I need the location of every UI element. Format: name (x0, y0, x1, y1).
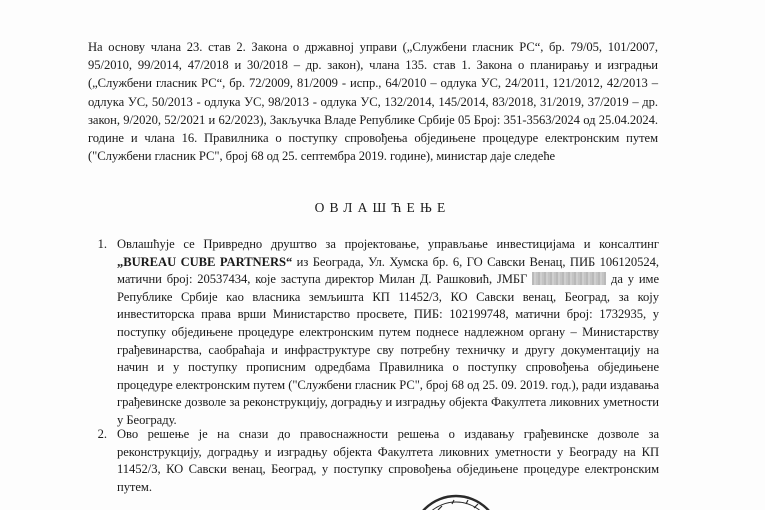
authorization-item-2 (97, 426, 659, 496)
legal-basis-paragraph: На основу члана 23. став 2. Закона о државној управи („Службени гласник РС“, бр. 79/05, 101/2007, 95/2010, 99/2014, 47/2018 и 30/2018 – др. закон), члана 135. став 1. Закона о планирању и изградњи („Службени гласник РС“, бр. 72/2009, 81/2009 - испр., 64/2010 – одлука УС, 24/2011, 121/2012, 42/2013 – одлука УС, 50/2013 - одлука УС, 98/2013 - одлука УС, 132/2014, 145/2014, 83/2018, 31/2019, 37/2019 – др. закон, 9/2020, 52/2021 и 62/2023), Закључка Владе Републике Србије 05 Број: 351-3563/2024 од 25.04.2024. године и члана 16. Правилника о поступку спровођења обједињене процедуре електронским путем ("Службени гласник РС", број 68 од 25. септембра 2019. године), министар даје следеће (88, 40, 658, 164)
redacted-id-number (532, 272, 606, 285)
item-number: 2. (97, 427, 107, 441)
authorization-item-1 (97, 236, 659, 430)
item-number: 1. (97, 237, 107, 251)
official-seal-icon (408, 492, 504, 510)
item-1-text-middle: из Београда, Ул. Хумска бр. 6, ГО Савски Венац, ПИБ 106120524, матични број: 20537434, које заступа директор Милан Д. Рашковић, ЈМБГ (117, 254, 659, 287)
item-2-text: Ово решење је на снази до правоснажности решења о издавању грађевинске дозволе за реконструкцију, доградњу и изградњу објекта Факултета ликовних уметности у Београду на КП 11452/3, КО Савски венац, Београд, у поступку спровођења обједињене процедуре електронским путем. (117, 427, 659, 494)
company-name: „BUREAU CUBE PARTNERS“ (117, 254, 293, 269)
document-title: ОВЛАШЋЕЊЕ (314, 200, 451, 215)
item-1-text-end: да у име Републике Србије као власника земљишта КП 11452/3, КО Савски венац, Београд, за коју инвеститорска права врши Министарство просвете, ПИБ: 102199748, матични број: 1732935, у поступку обједињене процедуре електронским путем поднесе надлежном органу – Министарству грађевинарства, саобраћаја и инфраструктуре сву потребну техничку и другу документацију на начин и у поступку прописним одредбама Правилника о поступку спровођења обједињене процедуре електронским путем ("Службени гласник РС", број 68 од 25. 09. 2019. год.), ради издавања грађевинске дозволе за реконструкцију, доградњу и изградњу објекта Факултета ликовних уметности у Београду. (117, 272, 659, 427)
item-1-text-start: Овлашћује се Привредно друштво за пројектовање, управљање инвестицијама и консалтинг (117, 237, 659, 251)
